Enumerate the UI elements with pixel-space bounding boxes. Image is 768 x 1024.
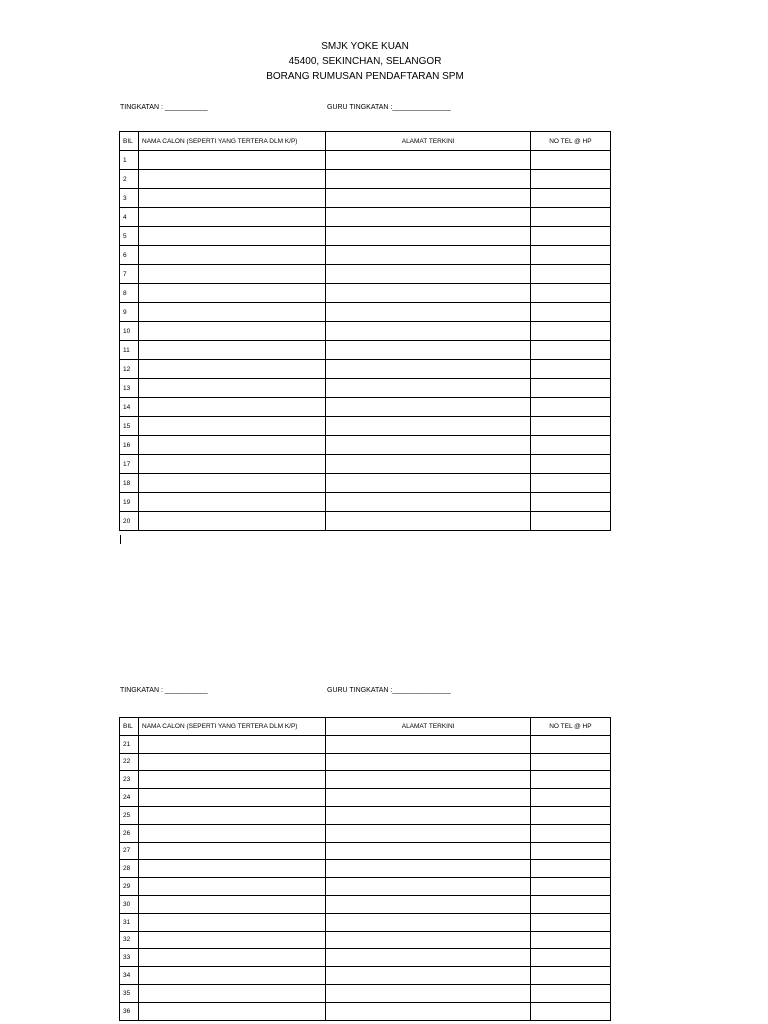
address-cell[interactable] [326,170,530,189]
table-row [120,227,611,246]
phone-cell[interactable] [530,474,610,493]
table-row [120,806,611,824]
address-cell[interactable] [326,931,530,949]
table-row [120,360,611,379]
name-cell[interactable] [139,227,326,246]
phone-cell[interactable] [530,455,610,474]
phone-cell[interactable] [530,806,610,824]
table-header-row [120,132,611,151]
name-cell[interactable] [139,455,326,474]
column-header-tel: NO TEL @ HP [530,132,610,151]
address-cell[interactable] [326,771,530,789]
phone-cell[interactable] [530,170,610,189]
row-number-cell: 31 [120,913,139,931]
address-cell[interactable] [326,842,530,860]
name-cell[interactable] [139,303,326,322]
name-cell[interactable] [139,860,326,878]
column-header-nama: NAMA CALON (SEPERTI YANG TERTERA DLM K/P) [139,132,326,151]
address-cell[interactable] [326,227,530,246]
name-cell[interactable] [139,949,326,967]
row-number-cell: 27 [120,842,139,860]
name-cell[interactable] [139,379,326,398]
name-cell[interactable] [139,824,326,842]
name-cell[interactable] [139,474,326,493]
tingkatan-field: TINGKATAN : ___________ [120,687,208,694]
form-title: BORANG RUMUSAN PENDAFTARAN SPM [266,71,464,82]
name-cell[interactable] [139,265,326,284]
table-header-row [120,718,611,736]
address-cell[interactable] [326,341,530,360]
row-number-cell: 2 [120,170,139,189]
name-cell[interactable] [139,984,326,1002]
name-cell[interactable] [139,806,326,824]
row-number-cell: 28 [120,860,139,878]
address-cell[interactable] [326,512,530,531]
address-cell[interactable] [326,493,530,512]
address-cell[interactable] [326,474,530,493]
phone-cell[interactable] [530,735,610,753]
column-header-bil: BIL [120,132,139,151]
table-row [120,967,611,985]
row-number-cell: 30 [120,895,139,913]
row-number-cell: 18 [120,474,139,493]
name-cell[interactable] [139,417,326,436]
row-number-cell: 24 [120,789,139,807]
row-number-cell: 33 [120,949,139,967]
name-cell[interactable] [139,208,326,227]
row-number-cell: 3 [120,189,139,208]
phone-cell[interactable] [530,949,610,967]
table-row [120,753,611,771]
address-cell[interactable] [326,895,530,913]
row-number-cell: 14 [120,398,139,417]
row-number-cell: 1 [120,151,139,170]
name-cell[interactable] [139,284,326,303]
address-cell[interactable] [326,208,530,227]
table-row [120,246,611,265]
name-cell[interactable] [139,789,326,807]
address-cell[interactable] [326,984,530,1002]
name-cell[interactable] [139,878,326,896]
phone-cell[interactable] [530,771,610,789]
phone-cell[interactable] [530,789,610,807]
name-cell[interactable] [139,360,326,379]
table-body-2 [120,735,611,1020]
name-cell[interactable] [139,341,326,360]
phone-cell[interactable] [530,842,610,860]
row-number-cell: 36 [120,1002,139,1020]
address-cell[interactable] [326,735,530,753]
address-cell[interactable] [326,360,530,379]
phone-cell[interactable] [530,512,610,531]
table-row [120,170,611,189]
phone-cell[interactable] [530,824,610,842]
name-cell[interactable] [139,189,326,208]
table-row [120,984,611,1002]
table-row [120,341,611,360]
address-cell[interactable] [326,753,530,771]
row-number-cell: 35 [120,984,139,1002]
guru-tingkatan-field: GURU TINGKATAN :_______________ [327,687,451,694]
phone-cell[interactable] [530,360,610,379]
name-cell[interactable] [139,735,326,753]
column-header-bil: BIL [120,718,139,736]
name-cell[interactable] [139,913,326,931]
row-number-cell: 10 [120,322,139,341]
row-number-cell: 4 [120,208,139,227]
table-row [120,931,611,949]
row-number-cell: 5 [120,227,139,246]
name-cell[interactable] [139,931,326,949]
table-row [120,895,611,913]
name-cell[interactable] [139,967,326,985]
address-cell[interactable] [326,303,530,322]
school-name: SMJK YOKE KUAN [321,41,409,52]
name-cell[interactable] [139,753,326,771]
table-row [120,322,611,341]
row-number-cell: 25 [120,806,139,824]
phone-cell[interactable] [530,322,610,341]
column-header-alamat: ALAMAT TERKINI [326,132,530,151]
row-number-cell: 7 [120,265,139,284]
phone-cell[interactable] [530,436,610,455]
name-cell[interactable] [139,1002,326,1020]
address-cell[interactable] [326,949,530,967]
name-cell[interactable] [139,895,326,913]
table-row [120,771,611,789]
row-number-cell: 6 [120,246,139,265]
name-cell[interactable] [139,170,326,189]
table-row [120,417,611,436]
row-number-cell: 29 [120,878,139,896]
registration-table-2 [119,717,611,1021]
column-header-tel: NO TEL @ HP [530,718,610,736]
address-cell[interactable] [326,265,530,284]
row-number-cell: 32 [120,931,139,949]
name-cell[interactable] [139,842,326,860]
address-cell[interactable] [326,806,530,824]
table-row [120,493,611,512]
phone-cell[interactable] [530,1002,610,1020]
phone-cell[interactable] [530,151,610,170]
name-cell[interactable] [139,151,326,170]
table-row [120,878,611,896]
address-cell[interactable] [326,284,530,303]
row-number-cell: 23 [120,771,139,789]
table-row [120,379,611,398]
address-cell[interactable] [326,398,530,417]
address-cell[interactable] [326,417,530,436]
row-number-cell: 19 [120,493,139,512]
table-row [120,303,611,322]
address-cell[interactable] [326,789,530,807]
row-number-cell: 16 [120,436,139,455]
table-row [120,824,611,842]
name-cell[interactable] [139,512,326,531]
table-row [120,265,611,284]
guru-tingkatan-field: GURU TINGKATAN :_______________ [327,104,451,111]
table-row [120,860,611,878]
name-cell[interactable] [139,398,326,417]
phone-cell[interactable] [530,265,610,284]
address-cell[interactable] [326,878,530,896]
address-cell[interactable] [326,1002,530,1020]
name-cell[interactable] [139,246,326,265]
row-number-cell: 13 [120,379,139,398]
phone-cell[interactable] [530,189,610,208]
table-row [120,789,611,807]
row-number-cell: 15 [120,417,139,436]
column-header-alamat: ALAMAT TERKINI [326,718,530,736]
table-row [120,455,611,474]
name-cell[interactable] [139,493,326,512]
table-edge-line [120,535,121,544]
row-number-cell: 34 [120,967,139,985]
table-row [120,474,611,493]
table-row [120,842,611,860]
table-row [120,949,611,967]
address-cell[interactable] [326,455,530,474]
table-body-1 [120,151,611,531]
row-number-cell: 20 [120,512,139,531]
address-cell[interactable] [326,246,530,265]
phone-cell[interactable] [530,753,610,771]
table-row [120,512,611,531]
table-row [120,1002,611,1020]
name-cell[interactable] [139,436,326,455]
table-row [120,436,611,455]
address-cell[interactable] [326,824,530,842]
table-row [120,398,611,417]
phone-cell[interactable] [530,984,610,1002]
table-row [120,208,611,227]
row-number-cell: 21 [120,735,139,753]
phone-cell[interactable] [530,931,610,949]
phone-cell[interactable] [530,284,610,303]
phone-cell[interactable] [530,878,610,896]
form-meta-2 [120,687,620,697]
school-address: 45400, SEKINCHAN, SELANGOR [288,56,442,67]
row-number-cell: 22 [120,753,139,771]
registration-table-1 [119,131,611,531]
name-cell[interactable] [139,322,326,341]
phone-cell[interactable] [530,379,610,398]
row-number-cell: 17 [120,455,139,474]
phone-cell[interactable] [530,227,610,246]
row-number-cell: 8 [120,284,139,303]
address-cell[interactable] [326,379,530,398]
table-row [120,913,611,931]
row-number-cell: 9 [120,303,139,322]
phone-cell[interactable] [530,913,610,931]
row-number-cell: 11 [120,341,139,360]
table-row [120,284,611,303]
table-row [120,189,611,208]
phone-cell[interactable] [530,895,610,913]
table-row [120,151,611,170]
phone-cell[interactable] [530,967,610,985]
phone-cell[interactable] [530,303,610,322]
phone-cell[interactable] [530,417,610,436]
table-row [120,735,611,753]
row-number-cell: 12 [120,360,139,379]
phone-cell[interactable] [530,860,610,878]
address-cell[interactable] [326,913,530,931]
phone-cell[interactable] [530,398,610,417]
phone-cell[interactable] [530,246,610,265]
row-number-cell: 26 [120,824,139,842]
address-cell[interactable] [326,151,530,170]
document-header [0,39,730,84]
name-cell[interactable] [139,771,326,789]
address-cell[interactable] [326,189,530,208]
address-cell[interactable] [326,436,530,455]
column-header-nama: NAMA CALON (SEPERTI YANG TERTERA DLM K/P) [139,718,326,736]
phone-cell[interactable] [530,341,610,360]
address-cell[interactable] [326,860,530,878]
tingkatan-field: TINGKATAN : ___________ [120,104,208,111]
address-cell[interactable] [326,967,530,985]
form-meta-1 [120,104,620,114]
phone-cell[interactable] [530,208,610,227]
phone-cell[interactable] [530,493,610,512]
address-cell[interactable] [326,322,530,341]
